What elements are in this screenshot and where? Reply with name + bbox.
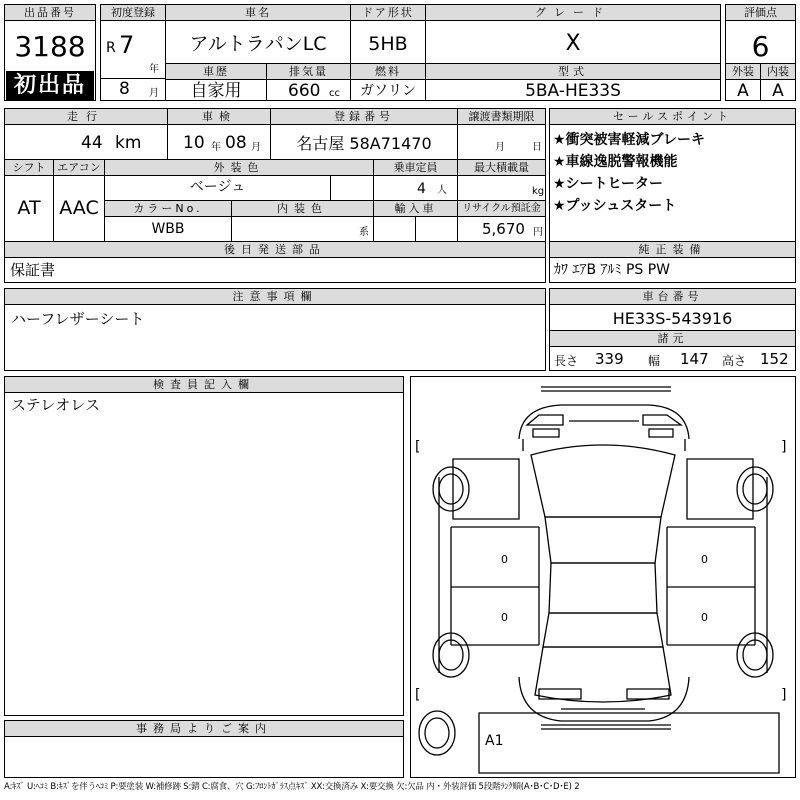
length-label: 長さ xyxy=(554,354,579,368)
later-parts-value: 保証書 xyxy=(10,261,56,279)
mileage-label: 走行 xyxy=(5,109,167,124)
history-label: 車歴 xyxy=(166,64,266,79)
chassis-value: HE33S-543916 xyxy=(612,309,733,328)
score-label: 評価点 xyxy=(726,5,795,20)
shift-label: シフト xyxy=(5,160,53,175)
interior-color-unit: 系 xyxy=(359,227,369,238)
first-reg-box xyxy=(100,4,166,101)
exterior-score-label: 外装 xyxy=(726,64,760,79)
genuine-equipment-label: 純正装備 xyxy=(550,242,795,257)
inspection-year: 10 xyxy=(183,133,205,153)
sales-point-item: ★シートヒーター xyxy=(553,176,663,192)
inspector-value: ステレオレス xyxy=(11,396,100,414)
displacement-value: 660 xyxy=(288,81,321,101)
transfer-month-unit: 月 xyxy=(495,142,505,153)
damage-diagram-box xyxy=(410,376,796,778)
office-box xyxy=(4,720,404,778)
diagram-bracket-left: [ xyxy=(415,687,421,703)
sales-points-label: セールスポイント xyxy=(550,109,795,124)
transfer-day-unit: 日 xyxy=(532,142,542,153)
grade-label: グレード xyxy=(426,5,720,20)
displacement-unit: cc xyxy=(329,88,340,99)
color-no-value: WBB xyxy=(151,221,185,237)
diagram-mark-o: 0 xyxy=(701,611,708,624)
interior-score: A xyxy=(772,81,784,101)
model-label: 型式 xyxy=(426,64,720,79)
door-type: 5HB xyxy=(368,33,408,55)
diagram-mark-o: 0 xyxy=(701,553,708,566)
first-listing-badge: 初出品 xyxy=(6,71,94,100)
era-label: R xyxy=(106,40,116,56)
diagram-bracket-left: [ xyxy=(415,439,421,455)
width-value: 147 xyxy=(680,350,709,368)
fuel-label: 燃料 xyxy=(351,64,425,79)
model-value: 5BA-HE33S xyxy=(525,81,621,101)
legend-text: A:ｷｽﾞ U:ﾍｺﾐ B:ｷｽﾞを伴うﾍｺﾐ P:要塗装 W:補修跡 S:錆 C:腐食、穴 G:ﾌﾛﾝﾄｶﾞﾗｽ点ｷｽﾞ XX:交換済み X:要交換 欠:欠品 内・外装評価 5段階ﾗﾝｸ順(A･B･C･D･E) 2 xyxy=(4,782,580,792)
later-parts-box xyxy=(4,241,546,283)
mileage-value: 44 xyxy=(81,133,103,153)
diagram-bracket-right: ] xyxy=(781,687,787,703)
diagram-mark-o: 0 xyxy=(501,611,508,624)
reg-year: 7 xyxy=(119,31,135,59)
mileage-unit: km xyxy=(115,133,142,153)
score-box xyxy=(725,4,796,101)
load-unit: kg xyxy=(532,186,545,197)
recycle-label: リサイクル預託金 xyxy=(458,201,545,216)
height-value: 152 xyxy=(760,350,789,368)
plate-label: 登録番号 xyxy=(271,109,457,124)
door-label: ドア形状 xyxy=(351,5,425,20)
lot-box xyxy=(4,4,96,101)
diagram-note-a1: A1 xyxy=(485,733,504,749)
inspection-month-unit: 月 xyxy=(251,142,261,153)
fuel-value: ガソリン xyxy=(360,83,416,99)
car-name-label: 車名 xyxy=(166,5,350,20)
genuine-equipment-value: ｶﾜ ｴｱB ｱﾙﾐ PS PW xyxy=(554,262,671,278)
exterior-color: ベージュ xyxy=(189,179,246,195)
office-label: 事務局よりご案内 xyxy=(5,721,403,736)
plate-value: 名古屋 58A71470 xyxy=(296,134,432,153)
dimensions-label: 諸元 xyxy=(550,331,795,346)
chassis-box xyxy=(549,288,796,371)
capacity-unit: 人 xyxy=(437,185,447,196)
car-name: アルトラパンLC xyxy=(189,33,327,55)
shift-value: AT xyxy=(17,197,41,219)
reg-month-unit: 月 xyxy=(149,88,159,99)
car-diagram xyxy=(411,377,795,777)
reg-year-unit: 年 xyxy=(149,64,159,75)
chassis-label: 車台番号 xyxy=(550,289,795,304)
notes-label: 注意事項欄 xyxy=(5,289,545,304)
inspection-year-unit: 年 xyxy=(211,142,221,153)
import-label: 輸入車 xyxy=(374,201,457,216)
capacity-value: 4 xyxy=(417,181,426,197)
sales-point-item: ★プッシュスタート xyxy=(553,198,677,214)
diagram-bracket-right: ] xyxy=(781,439,787,455)
lot-label: 出品番号 xyxy=(5,5,95,20)
notes-value: ハーフレザーシート xyxy=(11,310,145,328)
exterior-score: A xyxy=(737,81,749,101)
inspection-label: 車検 xyxy=(168,109,270,124)
diagram-mark-o: 0 xyxy=(501,553,508,566)
details-box xyxy=(4,108,546,242)
inspector-label: 検査員記入欄 xyxy=(5,377,403,392)
load-label: 最大積載量 xyxy=(458,160,545,175)
ac-label: エアコン xyxy=(54,160,104,175)
lot-number: 3188 xyxy=(14,30,86,63)
exterior-color-label: 外装色 xyxy=(105,160,373,175)
later-parts-label: 後日発送部品 xyxy=(5,242,545,257)
height-label: 高さ xyxy=(722,354,747,368)
notes-box xyxy=(4,288,546,371)
sales-points-box xyxy=(549,108,796,242)
interior-color-label: 内装色 xyxy=(232,201,373,216)
recycle-unit: 円 xyxy=(533,227,543,238)
history-value: 自家用 xyxy=(190,81,242,101)
inspector-box xyxy=(4,376,404,716)
sales-point-item: ★衝突被害軽減ブレーキ xyxy=(553,132,705,148)
grade-value: X xyxy=(565,31,581,56)
capacity-label: 乗車定員 xyxy=(374,160,457,175)
genuine-equipment-box xyxy=(549,241,796,283)
length-value: 339 xyxy=(595,350,624,368)
interior-score-label: 内装 xyxy=(761,64,795,79)
recycle-value: 5,670 xyxy=(482,220,525,238)
displacement-label: 排気量 xyxy=(267,64,350,79)
width-label: 幅 xyxy=(648,354,661,368)
transfer-label: 譲渡書類期限 xyxy=(458,109,545,124)
ac-value: AAC xyxy=(59,197,99,219)
car-info-box xyxy=(165,4,721,101)
first-reg-label: 初度登録 xyxy=(101,5,165,20)
color-no-label: カラーNo. xyxy=(105,201,231,216)
sales-point-item: ★車線逸脱警報機能 xyxy=(553,154,678,170)
score-value: 6 xyxy=(751,30,770,63)
reg-month: 8 xyxy=(119,79,130,99)
inspection-month: 08 xyxy=(225,133,247,153)
